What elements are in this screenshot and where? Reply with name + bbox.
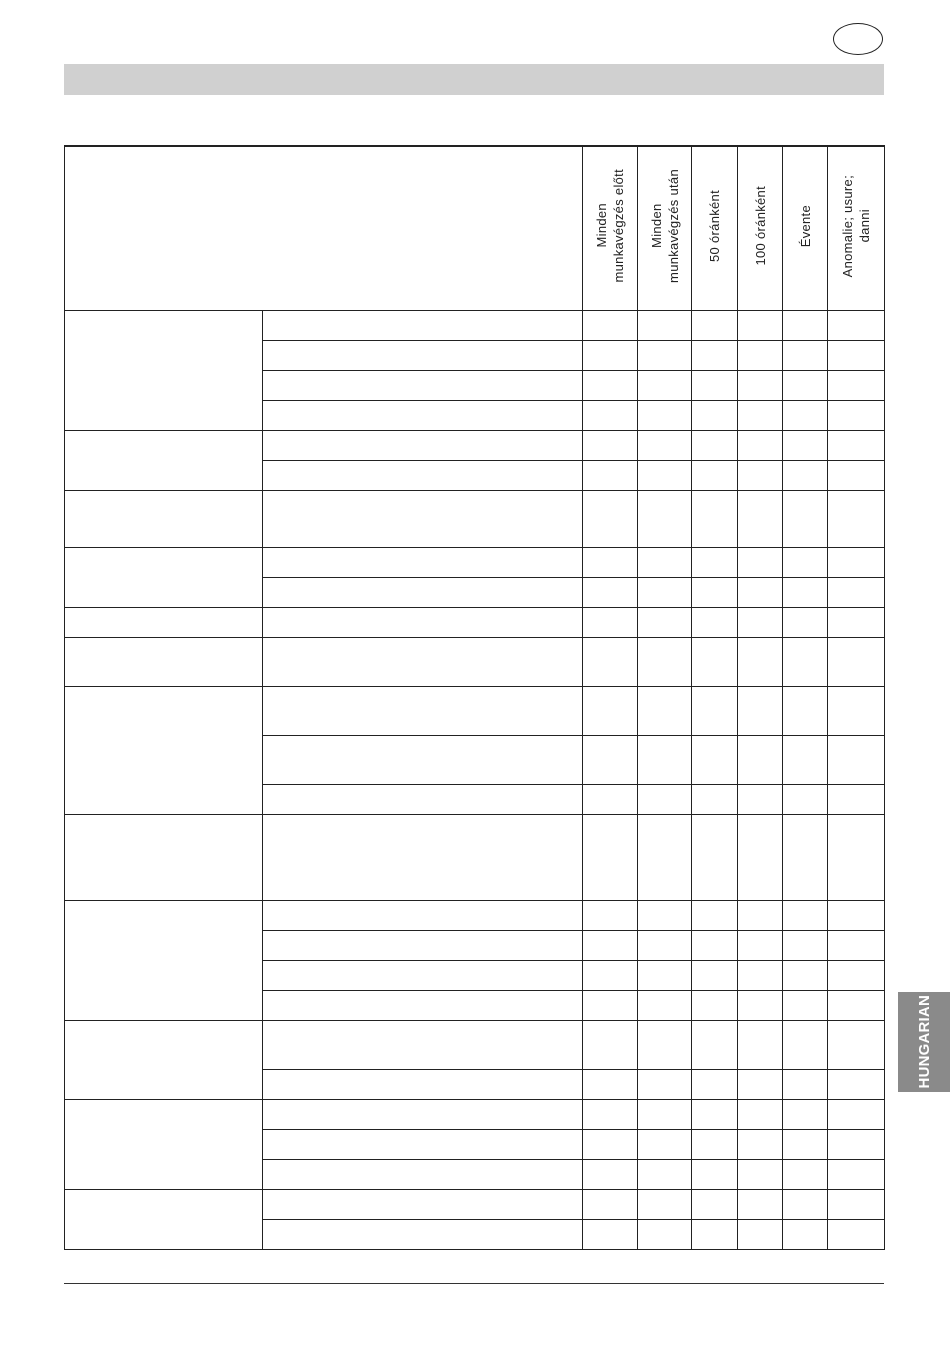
check-cell	[692, 1020, 738, 1069]
check-cell	[738, 784, 783, 814]
check-cell	[638, 990, 692, 1020]
check-cell	[583, 1099, 638, 1129]
check-cell	[692, 607, 738, 637]
check-cell	[783, 430, 828, 460]
check-cell	[583, 784, 638, 814]
check-cell	[828, 547, 885, 577]
check-cell	[828, 735, 885, 784]
check-cell	[638, 310, 692, 340]
group-cell	[65, 900, 263, 1020]
check-cell	[638, 490, 692, 547]
check-cell	[638, 430, 692, 460]
check-cell	[783, 686, 828, 735]
check-cell	[692, 637, 738, 686]
column-header: Évente	[783, 146, 828, 310]
check-cell	[692, 960, 738, 990]
check-cell	[638, 686, 692, 735]
check-cell	[783, 490, 828, 547]
group-cell	[65, 607, 263, 637]
check-cell	[783, 370, 828, 400]
check-cell	[828, 814, 885, 900]
language-badge	[833, 23, 883, 55]
item-cell	[263, 1189, 583, 1219]
group-cell	[65, 814, 263, 900]
table-row	[65, 1189, 885, 1219]
check-cell	[783, 990, 828, 1020]
check-cell	[638, 637, 692, 686]
check-cell	[638, 960, 692, 990]
check-cell	[738, 340, 783, 370]
check-cell	[638, 1189, 692, 1219]
check-cell	[828, 460, 885, 490]
table-row	[65, 430, 885, 460]
check-cell	[692, 1159, 738, 1189]
check-cell	[783, 1159, 828, 1189]
check-cell	[583, 370, 638, 400]
check-cell	[828, 1020, 885, 1069]
check-cell	[638, 460, 692, 490]
maintenance-schedule-table	[64, 145, 885, 1250]
check-cell	[783, 1189, 828, 1219]
check-cell	[692, 930, 738, 960]
item-cell	[263, 900, 583, 930]
footer-rule	[64, 1283, 884, 1284]
check-cell	[783, 607, 828, 637]
check-cell	[828, 1159, 885, 1189]
check-cell	[783, 814, 828, 900]
check-cell	[583, 310, 638, 340]
item-cell	[263, 577, 583, 607]
check-cell	[738, 1159, 783, 1189]
item-cell	[263, 735, 583, 784]
item-cell	[263, 460, 583, 490]
check-cell	[638, 547, 692, 577]
check-cell	[783, 577, 828, 607]
item-cell	[263, 490, 583, 547]
check-cell	[738, 1020, 783, 1069]
check-cell	[783, 735, 828, 784]
check-cell	[738, 607, 783, 637]
item-cell	[263, 990, 583, 1020]
table-row	[65, 1099, 885, 1129]
check-cell	[638, 1219, 692, 1249]
check-cell	[583, 400, 638, 430]
check-cell	[828, 400, 885, 430]
check-cell	[692, 1069, 738, 1099]
group-cell	[65, 1020, 263, 1099]
check-cell	[692, 577, 738, 607]
check-cell	[638, 1159, 692, 1189]
check-cell	[738, 900, 783, 930]
check-cell	[828, 370, 885, 400]
check-cell	[692, 735, 738, 784]
check-cell	[828, 1129, 885, 1159]
check-cell	[692, 1189, 738, 1219]
check-cell	[583, 547, 638, 577]
check-cell	[638, 1129, 692, 1159]
check-cell	[828, 1069, 885, 1099]
check-cell	[828, 1099, 885, 1129]
check-cell	[828, 686, 885, 735]
check-cell	[738, 1129, 783, 1159]
check-cell	[738, 735, 783, 784]
check-cell	[638, 370, 692, 400]
check-cell	[738, 400, 783, 430]
check-cell	[583, 577, 638, 607]
item-cell	[263, 1020, 583, 1069]
column-header: 50 óránként	[692, 146, 738, 310]
check-cell	[692, 370, 738, 400]
check-cell	[738, 814, 783, 900]
check-cell	[692, 1129, 738, 1159]
item-cell	[263, 370, 583, 400]
check-cell	[583, 1129, 638, 1159]
check-cell	[828, 990, 885, 1020]
check-cell	[583, 735, 638, 784]
check-cell	[828, 960, 885, 990]
table-row	[65, 637, 885, 686]
item-cell	[263, 1099, 583, 1129]
check-cell	[692, 900, 738, 930]
check-cell	[583, 1069, 638, 1099]
language-side-tab: HUNGARIAN	[898, 992, 950, 1092]
check-cell	[783, 1099, 828, 1129]
check-cell	[692, 1219, 738, 1249]
check-cell	[583, 490, 638, 547]
check-cell	[828, 1189, 885, 1219]
item-cell	[263, 960, 583, 990]
check-cell	[583, 814, 638, 900]
table-row	[65, 310, 885, 340]
check-cell	[828, 900, 885, 930]
group-cell	[65, 490, 263, 547]
check-cell	[638, 577, 692, 607]
check-cell	[738, 430, 783, 460]
check-cell	[738, 577, 783, 607]
table-header-row	[65, 146, 885, 310]
check-cell	[828, 490, 885, 547]
check-cell	[692, 547, 738, 577]
table-row	[65, 1020, 885, 1069]
check-cell	[738, 1189, 783, 1219]
check-cell	[638, 735, 692, 784]
column-header: Minden munkavégzés után	[638, 146, 692, 310]
check-cell	[738, 490, 783, 547]
check-cell	[783, 784, 828, 814]
check-cell	[583, 607, 638, 637]
check-cell	[783, 310, 828, 340]
section-header-band	[64, 64, 884, 95]
group-cell	[65, 1189, 263, 1249]
check-cell	[738, 686, 783, 735]
column-header: Minden munkavégzés előtt	[583, 146, 638, 310]
check-cell	[692, 490, 738, 547]
check-cell	[783, 900, 828, 930]
item-cell	[263, 1159, 583, 1189]
check-cell	[828, 577, 885, 607]
check-cell	[692, 340, 738, 370]
check-cell	[783, 930, 828, 960]
check-cell	[583, 460, 638, 490]
item-cell	[263, 547, 583, 577]
table-header-blank	[65, 146, 583, 310]
check-cell	[638, 340, 692, 370]
table-row	[65, 607, 885, 637]
check-cell	[783, 960, 828, 990]
table-row	[65, 686, 885, 735]
check-cell	[738, 1069, 783, 1099]
check-cell	[828, 1219, 885, 1249]
item-cell	[263, 1219, 583, 1249]
check-cell	[783, 400, 828, 430]
check-cell	[638, 1069, 692, 1099]
check-cell	[692, 1099, 738, 1129]
check-cell	[638, 900, 692, 930]
check-cell	[828, 430, 885, 460]
check-cell	[692, 310, 738, 340]
item-cell	[263, 784, 583, 814]
check-cell	[692, 460, 738, 490]
check-cell	[828, 784, 885, 814]
check-cell	[738, 310, 783, 340]
check-cell	[583, 930, 638, 960]
check-cell	[583, 430, 638, 460]
item-cell	[263, 340, 583, 370]
check-cell	[692, 400, 738, 430]
check-cell	[783, 547, 828, 577]
item-cell	[263, 930, 583, 960]
check-cell	[828, 607, 885, 637]
check-cell	[738, 370, 783, 400]
group-cell	[65, 430, 263, 490]
check-cell	[828, 637, 885, 686]
check-cell	[638, 1020, 692, 1069]
check-cell	[638, 607, 692, 637]
check-cell	[583, 1020, 638, 1069]
item-cell	[263, 1069, 583, 1099]
check-cell	[583, 686, 638, 735]
group-cell	[65, 1099, 263, 1189]
check-cell	[738, 460, 783, 490]
check-cell	[783, 340, 828, 370]
group-cell	[65, 637, 263, 686]
check-cell	[692, 814, 738, 900]
check-cell	[783, 1020, 828, 1069]
check-cell	[638, 1099, 692, 1129]
item-cell	[263, 1129, 583, 1159]
check-cell	[583, 900, 638, 930]
check-cell	[738, 1099, 783, 1129]
item-cell	[263, 430, 583, 460]
check-cell	[828, 930, 885, 960]
check-cell	[583, 1219, 638, 1249]
column-header: 100 óránként	[738, 146, 783, 310]
check-cell	[828, 340, 885, 370]
check-cell	[638, 930, 692, 960]
item-cell	[263, 607, 583, 637]
check-cell	[783, 460, 828, 490]
group-cell	[65, 686, 263, 814]
column-header: Anomalie; usure; danni	[828, 146, 885, 310]
check-cell	[783, 1129, 828, 1159]
check-cell	[583, 1189, 638, 1219]
check-cell	[638, 784, 692, 814]
table-row	[65, 490, 885, 547]
table-body	[65, 310, 885, 1249]
check-cell	[638, 400, 692, 430]
item-cell	[263, 686, 583, 735]
check-cell	[692, 686, 738, 735]
check-cell	[583, 637, 638, 686]
check-cell	[738, 930, 783, 960]
check-cell	[828, 310, 885, 340]
group-cell	[65, 547, 263, 607]
table-row	[65, 547, 885, 577]
check-cell	[583, 990, 638, 1020]
check-cell	[583, 960, 638, 990]
item-cell	[263, 310, 583, 340]
check-cell	[638, 814, 692, 900]
check-cell	[738, 637, 783, 686]
check-cell	[692, 430, 738, 460]
check-cell	[692, 784, 738, 814]
check-cell	[783, 637, 828, 686]
check-cell	[738, 547, 783, 577]
item-cell	[263, 400, 583, 430]
check-cell	[783, 1219, 828, 1249]
check-cell	[738, 960, 783, 990]
check-cell	[738, 1219, 783, 1249]
check-cell	[583, 340, 638, 370]
item-cell	[263, 637, 583, 686]
check-cell	[738, 990, 783, 1020]
group-cell	[65, 310, 263, 430]
check-cell	[783, 1069, 828, 1099]
table-row	[65, 814, 885, 900]
table-row	[65, 900, 885, 930]
check-cell	[692, 990, 738, 1020]
item-cell	[263, 814, 583, 900]
check-cell	[583, 1159, 638, 1189]
